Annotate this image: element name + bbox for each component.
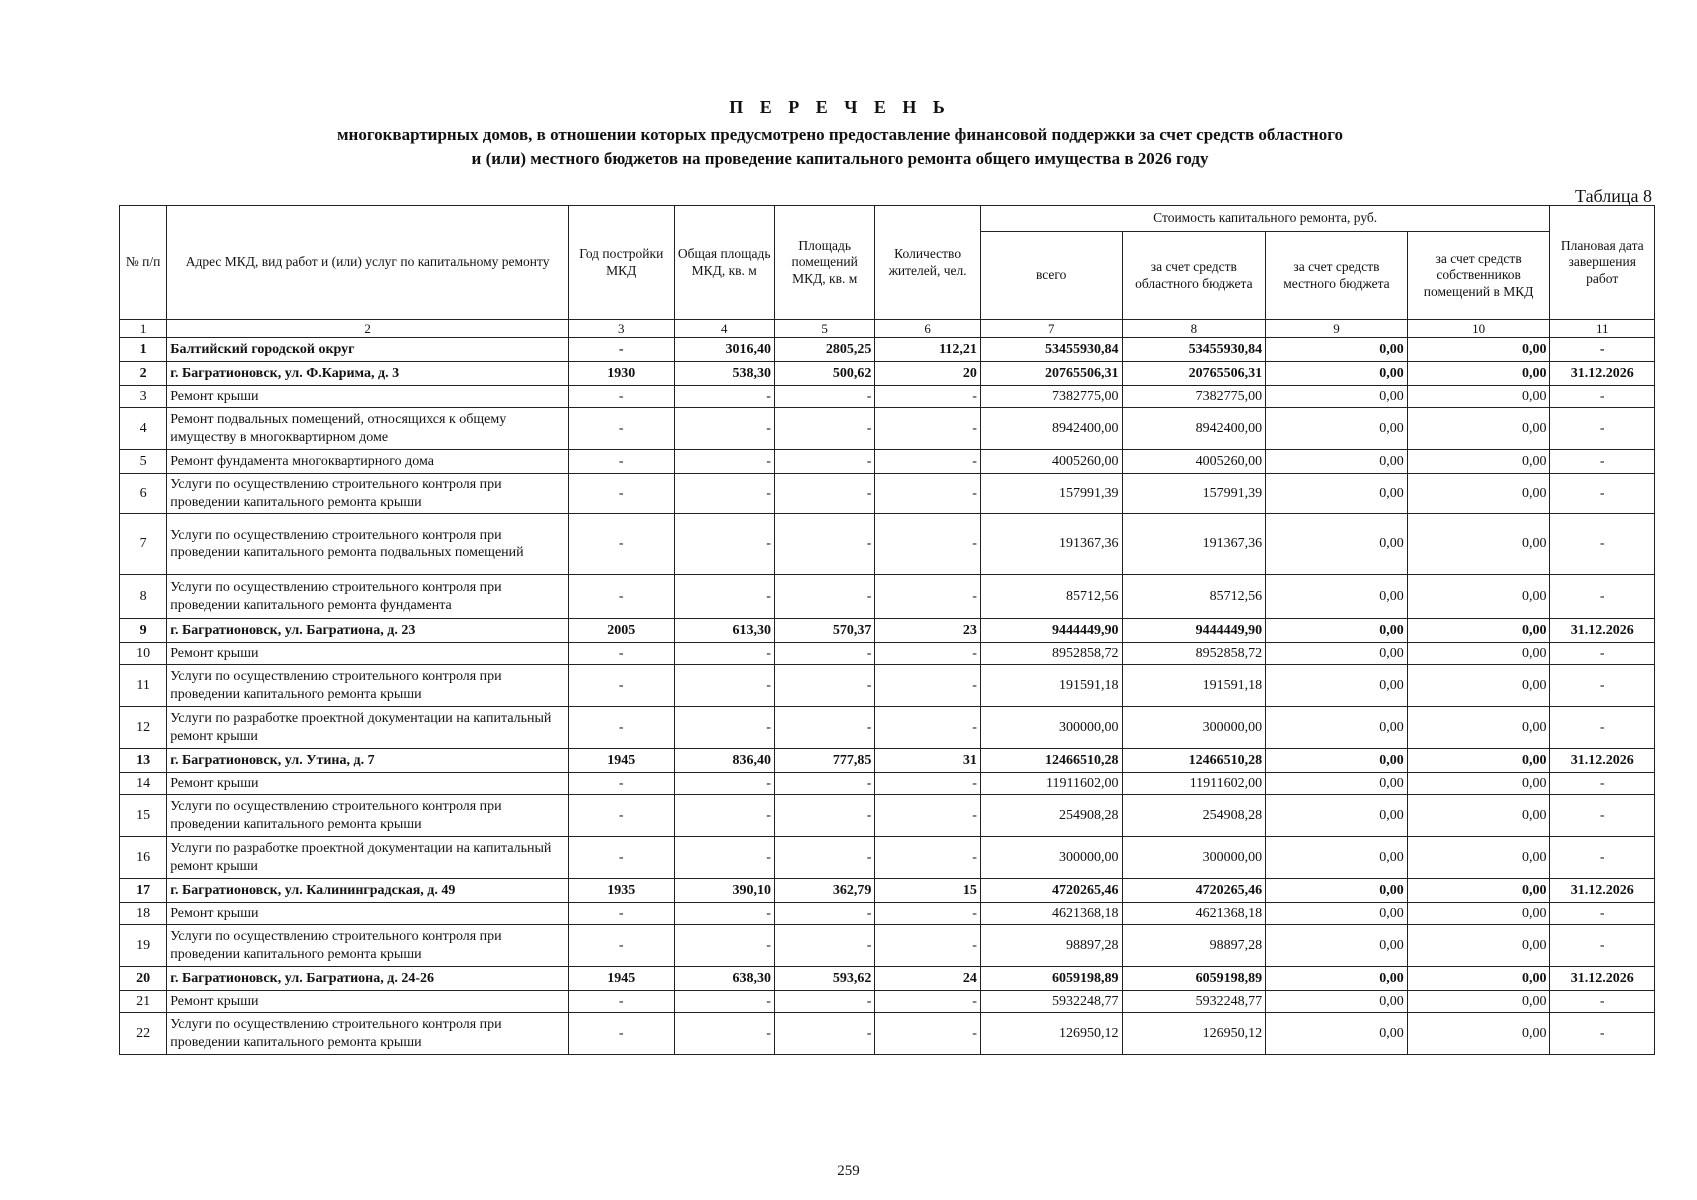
cell-year: 1945 [569,967,674,991]
column-number: 8 [1122,320,1266,338]
cell-cost-local: 0,00 [1266,619,1408,643]
header-premises-area: Площадь помещений МКД, кв. м [774,206,874,320]
cell-cost-local: 0,00 [1266,903,1408,925]
cell-premises-area: - [774,408,874,450]
cell-total-area: - [674,408,774,450]
cell-cost-regional: 191591,18 [1122,665,1266,707]
cell-row-number: 12 [120,707,167,749]
cell-residents: - [875,925,980,967]
page-number: 259 [837,1163,860,1179]
cell-cost-local: 0,00 [1266,450,1408,474]
cell-cost-regional: 11911602,00 [1122,773,1266,795]
cell-residents: - [875,386,980,408]
cell-planned-date: - [1550,665,1655,707]
table-row [120,619,1655,643]
cell-cost-total: 53455930,84 [980,338,1122,362]
cell-cost-local: 0,00 [1266,643,1408,665]
cell-residents: 15 [875,879,980,903]
header-residents: Количество жителей, чел. [875,206,980,320]
cell-premises-area: - [774,386,874,408]
table-row [120,408,1655,450]
cell-cost-regional: 85712,56 [1122,575,1266,619]
cell-residents: - [875,474,980,514]
cell-premises-area: - [774,514,874,575]
cell-year: - [569,665,674,707]
cell-planned-date: - [1550,991,1655,1013]
cell-cost-regional: 300000,00 [1122,707,1266,749]
cell-row-number: 15 [120,795,167,837]
cell-residents: - [875,450,980,474]
cell-cost-local: 0,00 [1266,925,1408,967]
cell-year: - [569,408,674,450]
cell-row-number: 2 [120,362,167,386]
cell-cost-local: 0,00 [1266,749,1408,773]
document-title: П Е Р Е Ч Е Н Ь [729,97,951,117]
cell-residents: - [875,837,980,879]
cell-premises-area: - [774,773,874,795]
cell-cost-local: 0,00 [1266,1013,1408,1055]
table-row [120,749,1655,773]
cell-cost-regional: 4005260,00 [1122,450,1266,474]
cell-cost-total: 9444449,90 [980,619,1122,643]
cell-year: 1935 [569,879,674,903]
cell-row-number: 1 [120,338,167,362]
cell-total-area: - [674,575,774,619]
cell-address: Ремонт фундамента многоквартирного дома [167,450,569,474]
cell-year: - [569,386,674,408]
cell-premises-area: - [774,707,874,749]
cell-row-number: 16 [120,837,167,879]
cell-address: Ремонт крыши [167,903,569,925]
cell-address: Услуги по разработке проектной документации на капитальный ремонт крыши [167,707,569,749]
cell-planned-date: 31.12.2026 [1550,362,1655,386]
cell-year: - [569,795,674,837]
cell-address: г. Багратионовск, ул. Ф.Карима, д. 3 [167,362,569,386]
table-row [120,925,1655,967]
cell-residents: - [875,707,980,749]
cell-cost-total: 4621368,18 [980,903,1122,925]
table-row [120,879,1655,903]
cell-address: Услуги по осуществлению строительного контроля при проведении капитального ремонта крыши [167,795,569,837]
cell-cost-regional: 4621368,18 [1122,903,1266,925]
cell-address: Услуги по осуществлению строительного контроля при проведении капитального ремонта крыши [167,474,569,514]
column-number: 4 [674,320,774,338]
cell-residents: 112,21 [875,338,980,362]
cell-cost-regional: 20765506,31 [1122,362,1266,386]
table-row [120,837,1655,879]
cell-cost-owners: 0,00 [1407,338,1550,362]
cell-premises-area: 500,62 [774,362,874,386]
cell-cost-owners: 0,00 [1407,386,1550,408]
cell-cost-total: 5932248,77 [980,991,1122,1013]
cell-residents: 20 [875,362,980,386]
cell-residents: 24 [875,967,980,991]
cell-planned-date: - [1550,795,1655,837]
cell-row-number: 13 [120,749,167,773]
cell-cost-owners: 0,00 [1407,773,1550,795]
cell-planned-date: - [1550,643,1655,665]
cell-cost-owners: 0,00 [1407,665,1550,707]
column-number: 2 [167,320,569,338]
cell-total-area: - [674,450,774,474]
cell-planned-date: - [1550,1013,1655,1055]
cell-row-number: 4 [120,408,167,450]
cell-cost-local: 0,00 [1266,665,1408,707]
header-cost-local: за счет средств местного бюджета [1266,232,1408,320]
column-number: 10 [1407,320,1550,338]
cell-cost-owners: 0,00 [1407,879,1550,903]
header-cost-regional: за счет средств областного бюджета [1122,232,1266,320]
cell-planned-date: - [1550,837,1655,879]
cell-cost-local: 0,00 [1266,879,1408,903]
header-cost-total: всего [980,232,1122,320]
cell-cost-local: 0,00 [1266,514,1408,575]
cell-premises-area: 2805,25 [774,338,874,362]
cell-address: Услуги по осуществлению строительного контроля при проведении капитального ремонта крыши [167,665,569,707]
cell-year: - [569,450,674,474]
cell-cost-regional: 12466510,28 [1122,749,1266,773]
table-row [120,707,1655,749]
cell-residents: 31 [875,749,980,773]
cell-cost-owners: 0,00 [1407,643,1550,665]
cell-total-area: - [674,837,774,879]
column-number: 6 [875,320,980,338]
column-number: 5 [774,320,874,338]
cell-cost-total: 12466510,28 [980,749,1122,773]
cell-premises-area: 777,85 [774,749,874,773]
table-row [120,991,1655,1013]
cell-cost-regional: 6059198,89 [1122,967,1266,991]
cell-cost-owners: 0,00 [1407,408,1550,450]
cell-year: 1945 [569,749,674,773]
cell-year: - [569,991,674,1013]
cell-cost-total: 300000,00 [980,837,1122,879]
cell-year: 1930 [569,362,674,386]
cell-row-number: 6 [120,474,167,514]
cell-cost-local: 0,00 [1266,773,1408,795]
cell-residents: 23 [875,619,980,643]
cell-total-area: 638,30 [674,967,774,991]
cell-address: Балтийский городской округ [167,338,569,362]
cell-address: Ремонт крыши [167,643,569,665]
cell-planned-date: 31.12.2026 [1550,749,1655,773]
cell-cost-total: 126950,12 [980,1013,1122,1055]
cell-cost-total: 98897,28 [980,925,1122,967]
cell-premises-area: - [774,837,874,879]
cell-residents: - [875,665,980,707]
cell-cost-owners: 0,00 [1407,575,1550,619]
cell-cost-regional: 254908,28 [1122,795,1266,837]
header-planned-date: Плановая дата завершения работ [1550,206,1655,320]
cell-row-number: 17 [120,879,167,903]
document-subtitle-line-2: и (или) местного бюджетов на проведение капитального ремонта общего имущества в 2026 году [471,149,1209,168]
cell-residents: - [875,408,980,450]
table-row [120,643,1655,665]
cell-address: Услуги по осуществлению строительного контроля при проведении капитального ремонта фундамента [167,575,569,619]
cell-planned-date: - [1550,450,1655,474]
cell-cost-total: 7382775,00 [980,386,1122,408]
table-label: Таблица 8 [1575,186,1652,206]
cell-cost-local: 0,00 [1266,575,1408,619]
cell-cost-regional: 98897,28 [1122,925,1266,967]
cell-premises-area: 593,62 [774,967,874,991]
cell-address: Ремонт крыши [167,991,569,1013]
cell-row-number: 20 [120,967,167,991]
cell-total-area: - [674,514,774,575]
cell-total-area: 613,30 [674,619,774,643]
cell-planned-date: 31.12.2026 [1550,879,1655,903]
cell-cost-owners: 0,00 [1407,903,1550,925]
header-total-area: Общая площадь МКД, кв. м [674,206,774,320]
cell-cost-local: 0,00 [1266,837,1408,879]
cell-cost-regional: 53455930,84 [1122,338,1266,362]
table-row [120,795,1655,837]
cell-residents: - [875,795,980,837]
header-year: Год постройки МКД [569,206,674,320]
cell-address: г. Багратионовск, ул. Калининградская, д. 49 [167,879,569,903]
cell-planned-date: - [1550,903,1655,925]
table-row [120,338,1655,362]
document-subtitle-line-1: многоквартирных домов, в отношении которых предусмотрено предоставление финансовой поддержки за счет средств областного [336,125,1344,144]
cell-cost-owners: 0,00 [1407,619,1550,643]
cell-premises-area: - [774,903,874,925]
cell-cost-regional: 9444449,90 [1122,619,1266,643]
cell-address: г. Багратионовск, ул. Багратиона, д. 24-26 [167,967,569,991]
cell-address: г. Багратионовск, ул. Багратиона, д. 23 [167,619,569,643]
cell-cost-regional: 157991,39 [1122,474,1266,514]
header-cost-owners: за счет средств собственников помещений в МКД [1407,232,1550,320]
table-row [120,903,1655,925]
cell-premises-area: - [774,991,874,1013]
cell-residents: - [875,1013,980,1055]
cell-planned-date: - [1550,338,1655,362]
cell-address: Ремонт подвальных помещений, относящихся к общему имуществу в многоквартирном доме [167,408,569,450]
cell-year: - [569,338,674,362]
cell-year: - [569,903,674,925]
cell-cost-total: 4005260,00 [980,450,1122,474]
column-number: 9 [1266,320,1408,338]
cell-cost-regional: 300000,00 [1122,837,1266,879]
cell-total-area: - [674,643,774,665]
cell-cost-owners: 0,00 [1407,707,1550,749]
cell-cost-total: 191367,36 [980,514,1122,575]
cell-address: Услуги по осуществлению строительного контроля при проведении капитального ремонта подвальных помещений [167,514,569,575]
cell-cost-total: 8952858,72 [980,643,1122,665]
cell-cost-local: 0,00 [1266,795,1408,837]
cell-planned-date: - [1550,707,1655,749]
column-number: 11 [1550,320,1655,338]
cell-total-area: - [674,925,774,967]
cell-cost-total: 85712,56 [980,575,1122,619]
cell-total-area: 836,40 [674,749,774,773]
cell-cost-total: 11911602,00 [980,773,1122,795]
cell-address: Ремонт крыши [167,773,569,795]
column-number: 3 [569,320,674,338]
cell-planned-date: - [1550,408,1655,450]
cell-premises-area: - [774,925,874,967]
cell-cost-regional: 191367,36 [1122,514,1266,575]
header-cost-group: Стоимость капитального ремонта, руб. [980,206,1550,232]
cell-cost-regional: 8952858,72 [1122,643,1266,665]
cell-planned-date: - [1550,773,1655,795]
cell-cost-regional: 8942400,00 [1122,408,1266,450]
cell-residents: - [875,514,980,575]
cell-year: - [569,837,674,879]
cell-residents: - [875,643,980,665]
table-row [120,773,1655,795]
cell-address: Услуги по осуществлению строительного контроля при проведении капитального ремонта крыши [167,1013,569,1055]
cell-row-number: 7 [120,514,167,575]
table-row [120,362,1655,386]
cell-cost-local: 0,00 [1266,362,1408,386]
cell-cost-owners: 0,00 [1407,450,1550,474]
cell-cost-owners: 0,00 [1407,837,1550,879]
cell-cost-local: 0,00 [1266,338,1408,362]
cell-total-area: 538,30 [674,362,774,386]
cell-cost-total: 300000,00 [980,707,1122,749]
cell-row-number: 22 [120,1013,167,1055]
column-number: 7 [980,320,1122,338]
cell-cost-local: 0,00 [1266,707,1408,749]
cell-year: - [569,773,674,795]
cell-cost-total: 20765506,31 [980,362,1122,386]
cell-address: Услуги по разработке проектной документации на капитальный ремонт крыши [167,837,569,879]
cell-row-number: 5 [120,450,167,474]
cell-cost-total: 191591,18 [980,665,1122,707]
cell-premises-area: 570,37 [774,619,874,643]
cell-row-number: 19 [120,925,167,967]
cell-cost-owners: 0,00 [1407,967,1550,991]
cell-cost-total: 4720265,46 [980,879,1122,903]
cell-cost-local: 0,00 [1266,386,1408,408]
cell-cost-total: 157991,39 [980,474,1122,514]
cell-year: - [569,643,674,665]
buildings-table [119,205,1655,1055]
cell-cost-owners: 0,00 [1407,514,1550,575]
cell-planned-date: 31.12.2026 [1550,619,1655,643]
table-row [120,665,1655,707]
header-num: № п/п [120,206,167,320]
cell-cost-owners: 0,00 [1407,925,1550,967]
cell-planned-date: 31.12.2026 [1550,967,1655,991]
cell-row-number: 11 [120,665,167,707]
cell-row-number: 3 [120,386,167,408]
table-row [120,474,1655,514]
cell-cost-regional: 5932248,77 [1122,991,1266,1013]
cell-total-area: - [674,665,774,707]
cell-residents: - [875,903,980,925]
table-row [120,450,1655,474]
cell-year: 2005 [569,619,674,643]
table-row [120,967,1655,991]
cell-cost-local: 0,00 [1266,991,1408,1013]
cell-planned-date: - [1550,386,1655,408]
cell-planned-date: - [1550,575,1655,619]
cell-total-area: - [674,386,774,408]
cell-cost-owners: 0,00 [1407,362,1550,386]
header-address: Адрес МКД, вид работ и (или) услуг по капитальному ремонту [167,206,569,320]
cell-planned-date: - [1550,514,1655,575]
cell-cost-owners: 0,00 [1407,474,1550,514]
cell-cost-local: 0,00 [1266,967,1408,991]
cell-cost-regional: 7382775,00 [1122,386,1266,408]
cell-premises-area: - [774,795,874,837]
cell-row-number: 9 [120,619,167,643]
cell-cost-total: 254908,28 [980,795,1122,837]
cell-row-number: 18 [120,903,167,925]
cell-residents: - [875,991,980,1013]
cell-total-area: 390,10 [674,879,774,903]
cell-premises-area: - [774,1013,874,1055]
cell-address: г. Багратионовск, ул. Утина, д. 7 [167,749,569,773]
cell-residents: - [875,773,980,795]
cell-total-area: - [674,1013,774,1055]
cell-premises-area: 362,79 [774,879,874,903]
table-row [120,575,1655,619]
cell-row-number: 14 [120,773,167,795]
cell-total-area: - [674,773,774,795]
cell-planned-date: - [1550,925,1655,967]
cell-cost-regional: 126950,12 [1122,1013,1266,1055]
table-row [120,1013,1655,1055]
cell-year: - [569,925,674,967]
cell-address: Услуги по осуществлению строительного контроля при проведении капитального ремонта крыши [167,925,569,967]
cell-cost-owners: 0,00 [1407,749,1550,773]
cell-year: - [569,474,674,514]
cell-premises-area: - [774,450,874,474]
cell-year: - [569,514,674,575]
column-numbers-row [120,320,1655,338]
cell-cost-regional: 4720265,46 [1122,879,1266,903]
cell-premises-area: - [774,575,874,619]
table-row [120,386,1655,408]
cell-total-area: - [674,707,774,749]
cell-cost-local: 0,00 [1266,474,1408,514]
cell-row-number: 21 [120,991,167,1013]
cell-planned-date: - [1550,474,1655,514]
cell-row-number: 10 [120,643,167,665]
cell-cost-owners: 0,00 [1407,991,1550,1013]
cell-cost-total: 8942400,00 [980,408,1122,450]
table-row [120,514,1655,575]
cell-total-area: - [674,991,774,1013]
cell-row-number: 8 [120,575,167,619]
cell-total-area: - [674,795,774,837]
cell-year: - [569,575,674,619]
cell-total-area: - [674,903,774,925]
cell-year: - [569,707,674,749]
cell-total-area: - [674,474,774,514]
column-number: 1 [120,320,167,338]
cell-premises-area: - [774,474,874,514]
cell-year: - [569,1013,674,1055]
cell-cost-owners: 0,00 [1407,795,1550,837]
cell-cost-total: 6059198,89 [980,967,1122,991]
cell-total-area: 3016,40 [674,338,774,362]
cell-residents: - [875,575,980,619]
cell-premises-area: - [774,643,874,665]
cell-cost-local: 0,00 [1266,408,1408,450]
cell-premises-area: - [774,665,874,707]
cell-address: Ремонт крыши [167,386,569,408]
cell-cost-owners: 0,00 [1407,1013,1550,1055]
